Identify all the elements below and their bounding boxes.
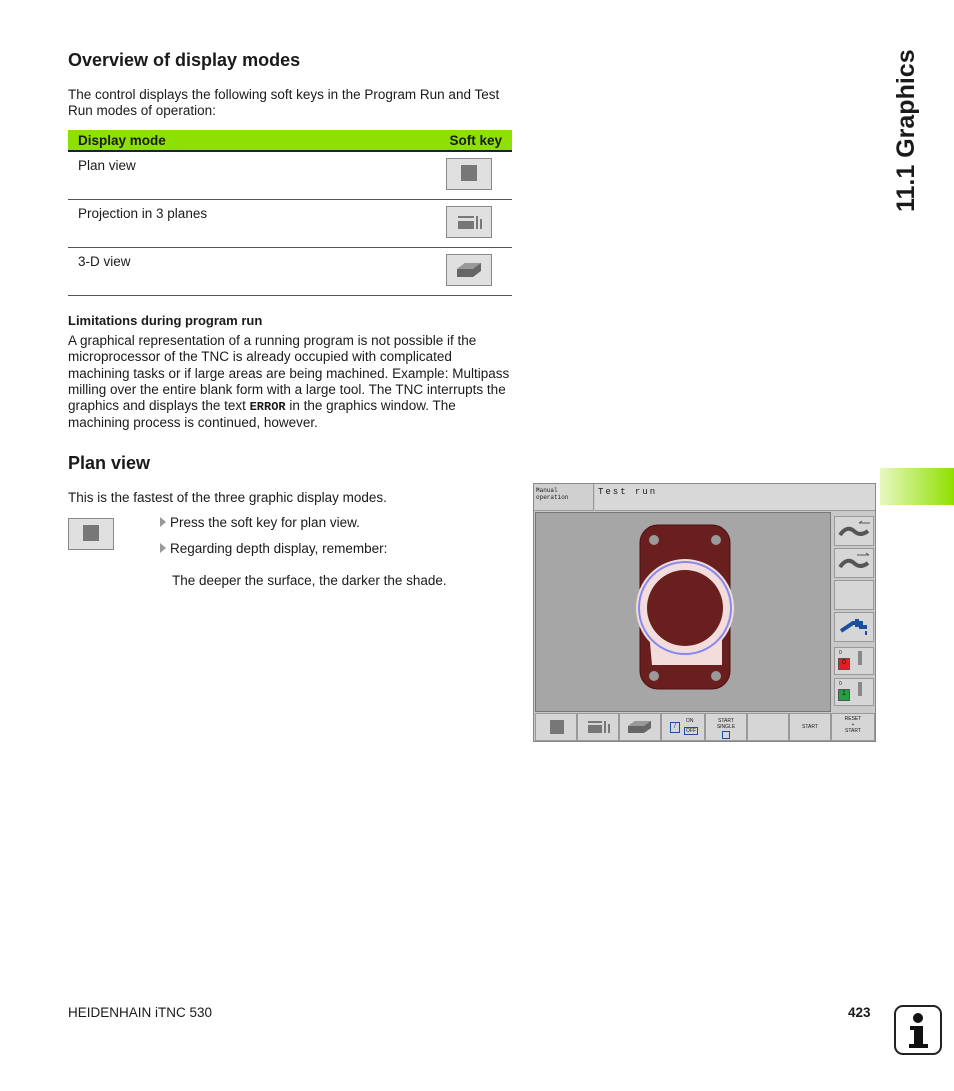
limitations-text-before: A graphical representation of a running program is not possible if the microprocessor of the TNC is already occupied with complicated machining tasks or if large areas are being machined. Example: Multipass milling over the entire blank form with a large tool. The TNC interrupts the graphics and displays the text (68, 333, 510, 414)
table-header-key: Soft key (367, 130, 512, 151)
mode-projection: Projection in 3 planes (68, 200, 367, 248)
step-arrow-icon (160, 543, 166, 553)
step-1-text: Press the soft key for plan view. (170, 515, 360, 530)
side-softkey-2[interactable] (834, 548, 874, 578)
side-softkey-tool-icon[interactable] (834, 612, 874, 642)
checkbox-icon (722, 731, 730, 739)
step-1 (160, 515, 360, 531)
reset-line2: + (851, 722, 855, 728)
plan-view-workpiece (536, 513, 830, 711)
softkey-plan-view[interactable] (535, 713, 577, 741)
reset-line1: RESET (844, 716, 862, 722)
3d-view-softkey-icon (446, 254, 492, 286)
3d-view-icon (620, 714, 660, 740)
side-key-5-label: 0 (839, 681, 842, 687)
side-key-4-box: 0 (838, 658, 850, 670)
table-header-mode: Display mode (68, 130, 367, 151)
start-label: START (802, 724, 818, 730)
softkey-3d-view[interactable] (619, 713, 661, 741)
depth-note: The deeper the surface, the darker the shade. (172, 573, 447, 588)
slash-icon: / (670, 722, 680, 733)
table-row (68, 200, 512, 248)
page-number: 423 (848, 1005, 871, 1020)
step-2 (160, 541, 387, 557)
chapter-side-tab (880, 468, 954, 505)
mode-label-line1: Manual (536, 487, 558, 494)
plan-view-intro: This is the fastest of the three graphic display modes. (68, 490, 387, 505)
error-word: ERROR (249, 400, 286, 415)
side-softkey-feed-0[interactable] (834, 647, 874, 675)
table-row (68, 248, 512, 296)
overview-intro: The control displays the following soft keys in the Program Run and Test Run modes of operation: (68, 87, 500, 119)
three-planes-softkey-icon (446, 206, 492, 238)
screen-title: Test run (595, 484, 875, 511)
softkey-empty[interactable] (747, 713, 789, 741)
side-key-5-box: 1 (838, 689, 850, 701)
display-modes-table (68, 130, 512, 296)
overview-heading: Overview of display modes (68, 50, 301, 70)
side-key-4-label: 0 (839, 650, 842, 656)
mode-3d-view: 3-D view (68, 248, 367, 296)
softkey-start[interactable] (789, 713, 831, 741)
key-on-label: ON (686, 718, 694, 724)
chapter-title: 11.1 Graphics (892, 49, 920, 212)
plan-view-softkey-icon (68, 518, 114, 550)
softkey-block-skip[interactable] (661, 713, 705, 741)
mode-label (534, 484, 594, 511)
tnc-screen-screenshot (533, 483, 876, 742)
plan-view-icon (550, 720, 564, 734)
info-icon (894, 1005, 942, 1055)
start-single-line1: START (718, 718, 734, 724)
softkey-start-single[interactable] (705, 713, 747, 741)
limitations-text (68, 333, 513, 432)
side-softkey-1[interactable] (834, 516, 874, 546)
softkey-reset-start[interactable] (831, 713, 875, 741)
side-softkey-feed-1[interactable] (834, 678, 874, 706)
spindle-icon (858, 682, 862, 696)
limitations-text-after: in the graphics window. The machining process is continued, however. (68, 398, 456, 431)
limitations-heading: Limitations during program run (68, 313, 263, 328)
softkey-three-planes[interactable] (577, 713, 619, 741)
footer-product: HEIDENHAIN iTNC 530 (68, 1005, 213, 1020)
step-arrow-icon (160, 517, 166, 527)
three-planes-icon (578, 714, 618, 740)
plan-view-softkey-icon (446, 158, 492, 190)
plan-view-heading: Plan view (68, 453, 151, 473)
mode-plan-view: Plan view (68, 151, 367, 200)
table-row (68, 151, 512, 200)
reset-line3: START (845, 728, 861, 734)
start-single-line2: SINGLE (716, 724, 736, 730)
spindle-icon (858, 651, 862, 665)
side-softkey-3[interactable] (834, 580, 874, 610)
key-off-label: OFF (686, 728, 696, 734)
mode-label-line2: operation (536, 494, 569, 501)
graphics-window (535, 512, 831, 712)
step-2-text: Regarding depth display, remember: (170, 541, 388, 556)
